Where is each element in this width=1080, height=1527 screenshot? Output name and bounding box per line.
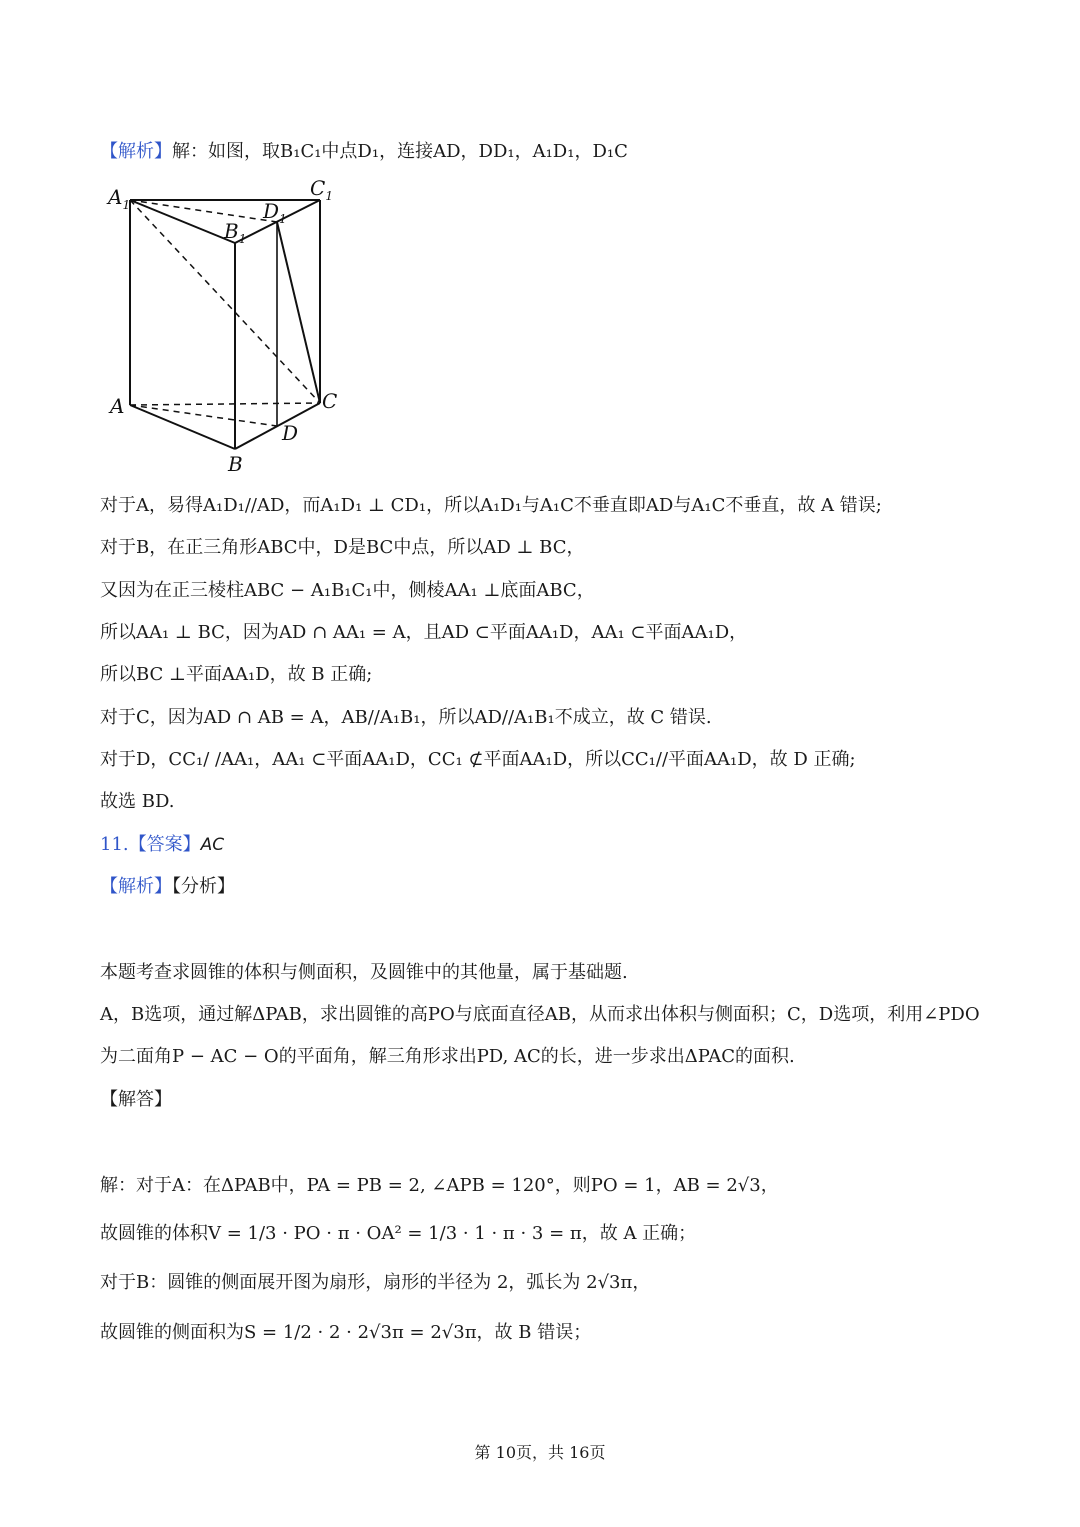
answer-value: AC — [200, 835, 225, 855]
text-line-14: 为二面角P − AC − O的平面角，解三角形求出PD, AC的长，进一步求出ΔPAC的面积. — [100, 1046, 795, 1067]
dashed-a-c — [130, 403, 320, 405]
analysis-line-2 — [100, 874, 235, 900]
text-line-3: 对于B，在正三角形ABC中，D是BC中点，所以AD ⊥ BC， — [100, 537, 585, 558]
text-line-9: 故选 BD. — [100, 791, 175, 812]
text-line-7: 对于C，因为AD ∩ AB = A，AB//A₁B₁，所以AD//A₁B₁不成立，故 C 错误. — [100, 707, 712, 728]
dashed-a1-d1 — [130, 200, 277, 222]
text-line-4: 又因为在正三棱柱ABC − A₁B₁C₁中，侧棱AA₁ ⊥底面ABC， — [100, 580, 595, 601]
label-d1: $D_1$ — [263, 199, 287, 226]
label-a1: $A_1$ — [108, 185, 131, 212]
edge-a1-b1 — [130, 200, 235, 243]
text-line-13: A，B选项，通过解ΔPAB，求出圆锥的高PO与底面直径AB，从而求出体积与侧面积；C，D选项，利用∠PDO — [100, 1004, 980, 1025]
text-line-18: 对于B：圆锥的侧面展开图为扇形，扇形的半径为 2，弧长为 2√3π， — [100, 1272, 651, 1293]
text-line-17: 故圆锥的体积V = 1/3 · PO · π · OA² = 1/3 · 1 · π · 3 = π，故 A 正确； — [100, 1223, 697, 1244]
label-b1: $B_1$ — [224, 219, 247, 246]
fenxi-tag: 【分析】 — [172, 876, 235, 897]
edge-a-b — [130, 405, 235, 449]
page-footer: 第 10页，共 16页 — [474, 1443, 606, 1462]
analysis-tag: 【解析】 — [100, 141, 172, 162]
answer-tag: 【答案】 — [128, 834, 201, 855]
dashed-a-d — [130, 405, 277, 426]
label-b: B — [228, 452, 243, 475]
edge-d1-c — [277, 222, 320, 403]
text-line-2: 对于A，易得A₁D₁//AD，而A₁D₁ ⊥ CD₁，所以A₁D₁与A₁C不垂直即AD与A₁C不垂直，故 A 错误; — [100, 495, 882, 516]
text-line-12: 本题考查求圆锥的体积与侧面积，及圆锥中的其他量，属于基础题. — [100, 962, 628, 983]
prism-figure — [100, 175, 360, 475]
text-line-16: 解：对于A：在ΔPAB中，PA = PB = 2, ∠APB = 120°，则PO = 1，AB = 2√3， — [100, 1175, 779, 1196]
label-a: A — [110, 394, 125, 418]
analysis-tag-2: 【解析】 — [100, 876, 172, 897]
text-line-6: 所以BC ⊥平面AA₁D，故 B 正确; — [100, 664, 373, 685]
text-line-19: 故圆锥的侧面积为S = 1/2 · 2 · 2√3π = 2√3π，故 B 错误； — [100, 1322, 592, 1343]
label-c: C — [322, 389, 338, 413]
solution-tag: 【解答】 — [100, 1089, 172, 1110]
question-number: 11. — [100, 834, 129, 855]
text-line-5: 所以AA₁ ⊥ BC，因为AD ∩ AA₁ = A，且AD ⊂平面AA₁D，AA₁ ⊂平面AA₁D， — [100, 622, 748, 643]
analysis-line-1 — [100, 139, 628, 165]
label-d: D — [282, 421, 299, 445]
analysis-text: 解：如图，取B₁C₁中点D₁，连接AD，DD₁，A₁D₁，D₁C — [172, 141, 628, 162]
answer-line — [100, 832, 224, 858]
label-c1: $C_1$ — [310, 176, 333, 203]
text-line-8: 对于D，CC₁/ /AA₁，AA₁ ⊂平面AA₁D，CC₁ ⊄平面AA₁D，所以CC₁//平面AA₁D，故 D 正确; — [100, 749, 856, 770]
